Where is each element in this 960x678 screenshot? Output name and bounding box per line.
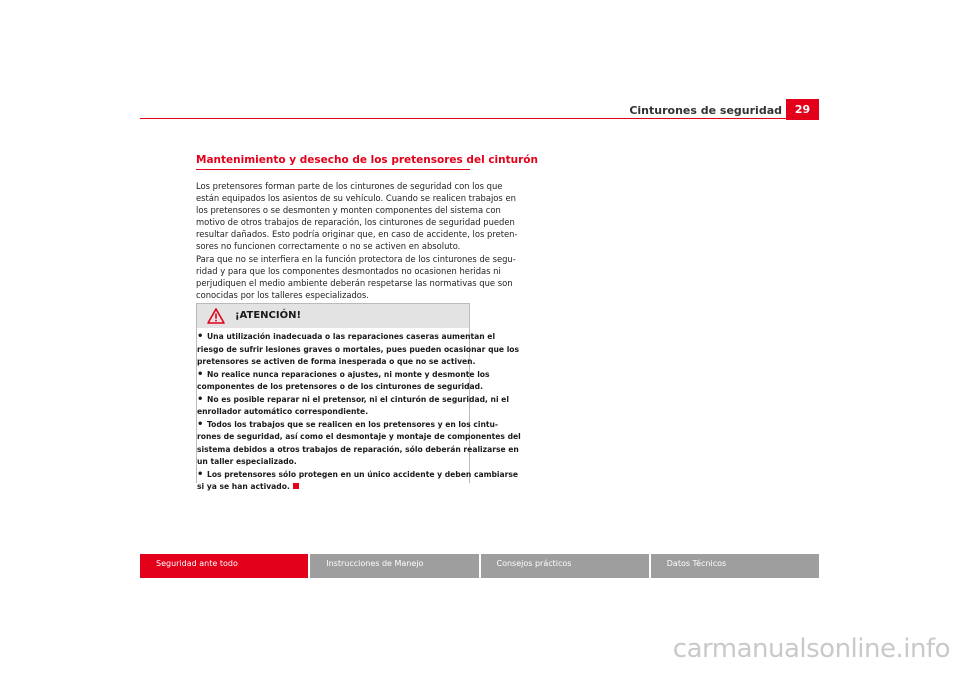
end-of-section-icon [293, 483, 299, 489]
warning-line: un taller especializado. [197, 457, 297, 466]
warning-line: Una utilización inadecuada o las reparaciones caseras aumentan el [207, 332, 496, 341]
paragraph-line: ridad y para que los componentes desmontados no ocasionen heridas ni [196, 266, 501, 277]
warning-line: rones de seguridad, así como el desmontaje y montaje de componentes del [197, 432, 521, 441]
paragraph-line: sores no funcionen correctamente o no se activen en absoluto. [196, 241, 461, 252]
footer-tab-seguridad[interactable]: Seguridad ante todo [140, 554, 308, 578]
warning-header [197, 304, 469, 328]
warning-box [196, 303, 521, 491]
warning-line: riesgo de sufrir lesiones graves o mortales, pues pueden ocasionar que los [197, 344, 520, 354]
warning-item [197, 468, 519, 494]
warning-item [197, 331, 520, 369]
paragraph-line: perjudiquen el medio ambiente deberán respetarse las normativas que son [196, 278, 513, 289]
warning-line: sistema debidos a otros trabajos de reparación, sólo deberán realizarse en [197, 444, 519, 454]
warning-line: enrollador automático correspondiente. [197, 407, 369, 416]
footer-tab-instrucciones[interactable]: Instrucciones de Manejo [310, 554, 478, 578]
warning-line: componentes de los pretensores o de los cinturones de seguridad. [197, 382, 483, 391]
paragraph-line: resultar dañados. Esto podría originar que, en caso de accidente, los preten- [196, 229, 518, 240]
warning-heading: ¡ATENCIÓN! [235, 310, 302, 321]
warning-line: pretensores se activen de forma inesperada o que no se activen. [197, 357, 476, 366]
footer-tab-datos-tecnicos[interactable]: Datos Técnicos [651, 554, 819, 578]
warning-item [197, 418, 521, 469]
header-divider [140, 118, 786, 119]
warning-line: Todos los trabajos que se realicen en los pretensores y en los cintu- [207, 419, 499, 429]
warning-triangle-icon [207, 308, 225, 324]
paragraph-line: motivo de otros trabajos de reparación, los cinturones de seguridad pueden [196, 217, 515, 228]
bullet-icon: • [197, 393, 204, 405]
watermark: carmanualsonline.info [672, 634, 950, 664]
warning-line: No es posible reparar ni el pretensor, ni el cinturón de seguridad, ni el [207, 394, 509, 404]
warning-line: si ya se han activado. [197, 482, 290, 491]
bullet-icon: • [197, 368, 204, 380]
paragraph-line: están equipados los asientos de su vehículo. Cuando se realicen trabajos en [196, 193, 516, 204]
warning-item [197, 368, 490, 394]
paragraph-line: Para que no se interfiera en la función protectora de los cinturones de segu- [196, 254, 516, 264]
paragraph-2 [196, 253, 516, 301]
warning-body [197, 328, 521, 494]
paragraph-line: los pretensores o se desmonten y monten componentes del sistema con [196, 205, 501, 216]
bullet-icon: • [197, 418, 204, 430]
warning-line: No realice nunca reparaciones o ajustes, ni monte y desmonte los [207, 369, 490, 379]
paragraph-line: Los pretensores forman parte de los cinturones de seguridad con los que [196, 181, 503, 191]
footer-tab-consejos[interactable]: Consejos prácticos [481, 554, 649, 578]
warning-item [197, 393, 509, 419]
warning-line: Los pretensores sólo protegen en un único accidente y deben cambiarse [207, 469, 519, 479]
page-number: 29 [786, 99, 819, 120]
header-title: Cinturones de seguridad [629, 104, 782, 117]
section-title: Mantenimiento y desecho de los pretensores del cinturón [196, 154, 538, 166]
bullet-icon: • [197, 331, 204, 342]
paragraph-line: conocidas por los talleres especializados. [196, 290, 369, 301]
footer-navigation [140, 554, 819, 578]
section-title-underline [196, 169, 470, 170]
paragraph-1 [196, 180, 518, 253]
bullet-icon: • [197, 468, 204, 480]
